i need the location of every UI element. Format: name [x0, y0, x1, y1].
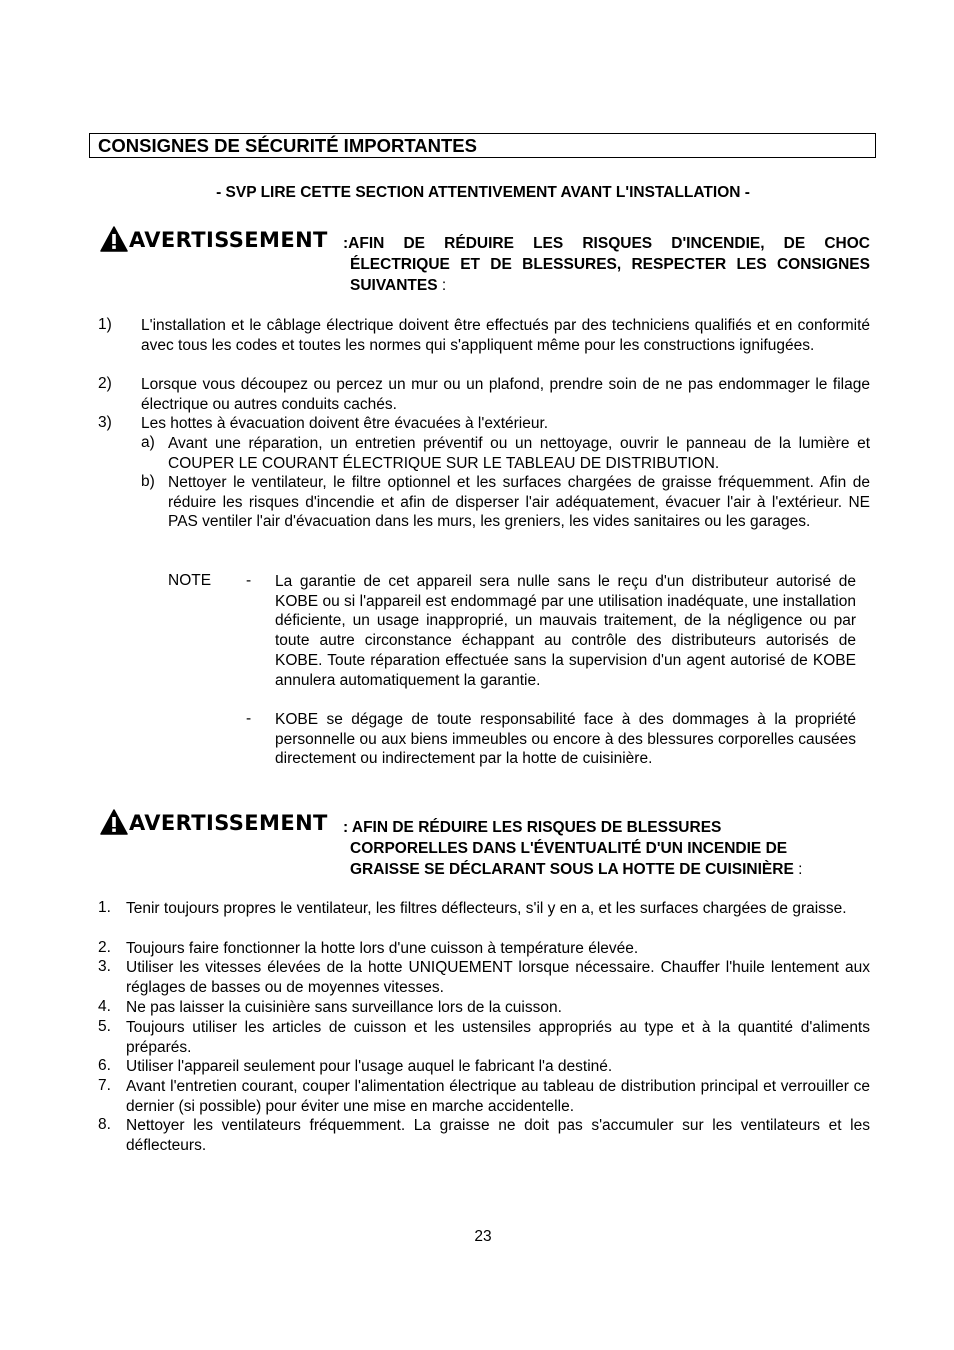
sublist-item-letter: b)	[141, 473, 155, 490]
list-item: Tenir toujours propres le ventilateur, les filtres déflecteurs, s'il y en a, et les surfaces chargées de graisse.	[126, 900, 847, 917]
list-item: Ne pas laisser la cuisinière sans surveillance lors de la cuisson.	[126, 999, 562, 1016]
list-item-number: 3.	[98, 958, 111, 975]
warning2-line3: GRAISSE SE DÉCLARANT SOUS LA HOTTE DE CUISINIÈRE	[350, 861, 794, 878]
sublist-item-letter: a)	[141, 434, 155, 451]
list-item: Les hottes à évacuation doivent être évacuées à l'extérieur.	[141, 415, 549, 432]
list-item-number: 5.	[98, 1018, 111, 1035]
list-item-number: 6.	[98, 1057, 111, 1074]
warning-heading-1	[100, 226, 328, 252]
warning-text-2	[343, 817, 883, 880]
warning-label: AVERTISSEMENT	[129, 228, 328, 252]
warning2-colon: :	[793, 861, 803, 878]
warning-heading-2	[100, 809, 328, 835]
warning-text-line1: :AFIN DE RÉDUIRE LES RISQUES D'INCENDIE, DE CHOC	[343, 235, 870, 252]
warning-icon	[100, 226, 128, 252]
warning2-line1: : AFIN DE RÉDUIRE LES RISQUES DE BLESSURES	[343, 819, 722, 836]
list-item: Toujours utiliser les articles de cuisson et les ustensiles appropriés au type et à la quantité d'aliments préparés.	[126, 1019, 870, 1056]
page-number: 23	[474, 1228, 492, 1245]
list-item: Utiliser l'appareil seulement pour l'usage auquel le fabricant l'a destiné.	[126, 1058, 613, 1075]
list-item-number: 3)	[98, 414, 112, 431]
warning-icon	[100, 809, 128, 835]
list-item-number: 1)	[98, 316, 112, 333]
note-dash: -	[246, 572, 252, 589]
list-item-number: 2.	[98, 939, 111, 956]
warning-text-1	[343, 233, 870, 296]
warning-label: AVERTISSEMENT	[129, 811, 328, 835]
sublist-item: Nettoyer le ventilateur, le filtre optionnel et les surfaces chargées de graisse fréquemment. Afin de réduire les risques d'incendie et afin de disperser l'air adéquatement, évacuer l'air à l'extérieur. NE PAS ventiler l'air d'évacuation dans les murs, les greniers, les vides sanitaires ou les garages.	[168, 474, 870, 531]
list-item: Utiliser les vitesses élevées de la hotte UNIQUEMENT lorsque nécessaire. Chauffer l'huile lentement aux réglages de basses ou de moyennes vitesses.	[126, 959, 870, 996]
list-item-number: 8.	[98, 1116, 111, 1133]
list-item: L'installation et le câblage électrique doivent être effectués par des techniciens qualifiés et en conformité avec tous les codes et toutes les normes qui s'appliquent même pour les constructions ignifugées.	[141, 317, 870, 354]
list-item: Nettoyer les ventilateurs fréquemment. La graisse ne doit pas s'accumuler sur les ventilateurs et les déflecteurs.	[126, 1117, 870, 1154]
list-item-number: 1.	[98, 899, 111, 916]
list-item: Avant l'entretien courant, couper l'alimentation électrique au tableau de distribution principal et verrouiller ce dernier (si possible) pour éviter une mise en marche accidentelle.	[126, 1078, 870, 1115]
section-title: CONSIGNES DE SÉCURITÉ IMPORTANTES	[98, 135, 477, 156]
note-label: NOTE	[168, 572, 212, 589]
list-item: Lorsque vous découpez ou percez un mur ou un plafond, prendre soin de ne pas endommager le filage électrique ou autres conduits cachés.	[141, 376, 870, 413]
list-item-number: 4.	[98, 998, 111, 1015]
note-item: KOBE se dégage de toute responsabilité face à des dommages à la propriété personnelle ou aux biens immeubles ou encore à des blessures corporelles causées directement ou indirectement par la hotte de cuisinière.	[275, 711, 856, 768]
list-item: Toujours faire fonctionner la hotte lors d'une cuisson à température élevée.	[126, 940, 639, 957]
list-item-number: 2)	[98, 375, 112, 392]
note-item: La garantie de cet appareil sera nulle sans le reçu d'un distributeur autorisé de KOBE ou si l'appareil est endommagé par une utilisation inadéquate, une installation déficiente, un usage inapproprié, un mauvais traitement, de la négligence ou par toute autre circonstance échappant au contrôle des distributeurs autorisés de KOBE. Toute réparation effectuée sans la supervision d'un agent autorisé de KOBE annulera automatiquement la garantie.	[275, 573, 856, 689]
warning-text-body: ÉLECTRIQUE ET DE BLESSURES, RESPECTER LES CONSIGNES SUIVANTES	[350, 256, 870, 294]
sublist-item: Avant une réparation, un entretien préventif ou un nettoyage, ouvrir le panneau de la lumière et COUPER LE COURANT ÉLECTRIQUE SUR LE TABLEAU DE DISTRIBUTION.	[168, 435, 870, 472]
section-subtitle: - SVP LIRE CETTE SECTION ATTENTIVEMENT AVANT L'INSTALLATION -	[216, 184, 750, 201]
note-dash: -	[246, 710, 252, 727]
warning2-line2: CORPORELLES DANS L'ÉVENTUALITÉ D'UN INCENDIE DE	[350, 840, 788, 857]
list-item-number: 7.	[98, 1077, 111, 1094]
warning-text-colon: :	[437, 277, 447, 294]
